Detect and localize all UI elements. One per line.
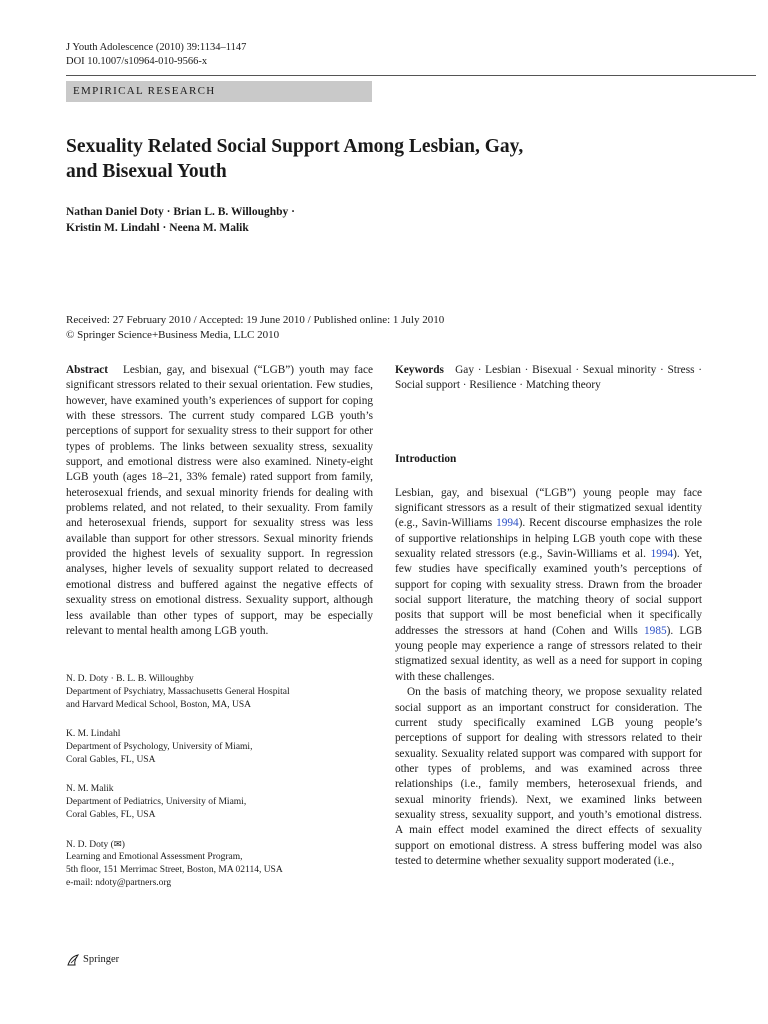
correspondence-name: N. D. Doty (✉) <box>66 839 125 850</box>
citation-link[interactable]: 1994 <box>650 548 674 561</box>
article-title <box>66 134 686 184</box>
keywords-label: Keywords <box>395 364 444 376</box>
affiliation-dept: Department of Psychology, University of Miami, <box>66 742 253 752</box>
authors-line-2: Kristin M. Lindahl · Neena M. Malik <box>66 222 249 234</box>
citation-link[interactable]: 1994 <box>496 517 519 530</box>
springer-logo-icon <box>66 953 80 967</box>
affiliation-dept: Department of Psychiatry, Massachusetts General Hospital <box>66 686 290 697</box>
dates-line: Received: 27 February 2010 / Accepted: 19 June 2010 / Published online: 1 July 2010 <box>66 314 445 326</box>
correspondence-email[interactable]: e-mail: ndoty@partners.org <box>66 877 172 888</box>
intro-text: ). Recent discourse emphasizes the role of supportive relationships in helping LGB youth cope with these sexuality related stressors (e.g., Savin-Williams et al. <box>395 517 702 561</box>
affiliation-block <box>66 728 373 766</box>
publication-dates <box>66 313 756 343</box>
intro-paragraph-1 <box>395 486 702 685</box>
affiliation-block <box>66 673 373 711</box>
affiliation-block <box>66 783 373 821</box>
publisher-footer <box>66 953 119 967</box>
intro-text: Lesbian, gay, and bisexual (“LGB”) young people may face significant stressors as a result of their stigmatized sexual identity (e.g., Savin-Williams <box>395 486 702 530</box>
correspondence-block <box>66 839 373 890</box>
abstract <box>66 363 373 639</box>
affiliation-location: Coral Gables, FL, USA <box>66 754 156 765</box>
intro-paragraph-2: On the basis of matching theory, we propose sexuality related social support as an important construct for consideration. The current study specifically examined LGB young people’s perceptions of support for dealing with stressors related to their sexuality. Sexuality related support was compared with support for other types of problems, and was examined across three relationships (i.e., family members, heterosexual friends, and sexual minority friends). Next, we examined links between sexuality stress, sexuality support, and youth’s emotional distress. A main effect model examined the direct effects of sexuality support on emotional distress. A stress buffering model was also tested to determine whether sexuality support moderated (i.e., <box>395 686 702 867</box>
author-list <box>66 204 686 236</box>
correspondence-address: Learning and Emotional Assessment Program, <box>66 852 243 863</box>
journal-citation <box>66 41 246 69</box>
right-column <box>395 363 702 869</box>
header-rule <box>66 75 756 76</box>
journal-line: J Youth Adolescence (2010) 39:1134–1147 <box>66 42 247 53</box>
authors-line-1: Nathan Daniel Doty · Brian L. B. Willoughby · <box>66 206 295 218</box>
introduction-heading: Introduction <box>395 452 457 465</box>
affiliation-location: Coral Gables, FL, USA <box>66 809 156 820</box>
affiliation-authors: N. D. Doty · B. L. B. Willoughby <box>66 674 194 685</box>
left-column <box>66 363 373 906</box>
title-line-2: and Bisexual Youth <box>66 161 227 182</box>
keywords-text: Gay · Lesbian · Bisexual · Sexual minority · Stress · Social support · Resilience · Matching theory <box>395 364 702 392</box>
affiliation-authors: N. M. Malik <box>66 784 114 795</box>
section-tag: EMPIRICAL RESEARCH <box>66 81 372 102</box>
abstract-label: Abstract <box>66 364 109 376</box>
affiliation-dept: Department of Pediatrics, University of Miami, <box>66 797 247 808</box>
intro-text: ). LGB young people may experience a range of stressors related to their stigmatized sexual identity, as well as a need for support in coping with these challenges. <box>395 624 702 683</box>
copyright-line: © Springer Science+Business Media, LLC 2010 <box>66 329 280 341</box>
publisher-name: Springer <box>83 954 120 965</box>
citation-link[interactable]: 1985 <box>644 624 667 637</box>
intro-text: ). Yet, few studies have specifically examined youth’s perceptions of support for coping with sexuality stress. Drawn from the broader social support literature, the matching theory of social support posits that support will be most beneficial when it specifically addresses the stressors at hand (Cohen and Wills <box>395 548 702 637</box>
affiliation-location: and Harvard Medical School, Boston, MA, USA <box>66 699 251 710</box>
doi-line: DOI 10.1007/s10964-010-9566-x <box>66 56 208 67</box>
affiliation-authors: K. M. Lindahl <box>66 729 121 740</box>
abstract-text: Lesbian, gay, and bisexual (“LGB”) youth may face significant stressors related to their sexual orientation. Few studies, however, have examined youth’s experiences of support for coping with these stressors. The current study compared LGB youth’s perceptions of support for sexuality stress to their support for other types of problems. The links between sexuality stress, sexuality support, and emotional distress were also examined. Ninety-eight LGB youth (ages 18–21, 33% female) rated support from family, heterosexual friends, and sexual minority friends for dealing with problems related, and not related, to their sexuality. From family and heterosexual friends, support for sexuality stress was less available than support for other stressors. Sexual minority friends provided the highest levels of sexuality support. In regression analyses, higher levels of sexuality support related to decreased emotional distress and buffered against the negative effects of sexuality stress on emotional distress. Sexuality support, although less available than other types of support, may be especially relevant to mental health among LGB youth. <box>66 364 373 637</box>
correspondence-address: 5th floor, 151 Merrimac Street, Boston, MA 02114, USA <box>66 864 283 875</box>
title-line-1: Sexuality Related Social Support Among Lesbian, Gay, <box>66 136 524 157</box>
affiliations <box>66 673 373 889</box>
keywords <box>395 363 702 394</box>
